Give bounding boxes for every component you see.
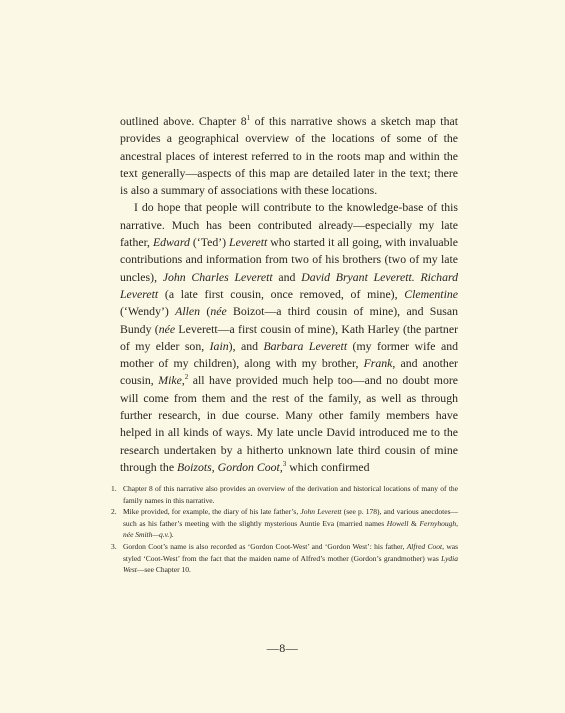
person-name: Gordon Coot [217, 459, 280, 474]
text-run: Leverett—a first cousin of mine), Kath Harley (the partner of my elder son, [120, 321, 458, 353]
person-name: Allen [175, 304, 201, 319]
text-run: (‘Wendy’) [120, 304, 176, 319]
footnote-text: & [408, 518, 420, 528]
footnote-1 [111, 483, 458, 506]
person-name: Edward [152, 235, 190, 250]
footnote-text: Mike provided, for example, the diary of his late father’s, [123, 507, 301, 517]
text-run: (‘Ted’) [189, 235, 230, 250]
text-run: ( [200, 304, 211, 319]
text-run: , [279, 459, 283, 474]
text-run: and [272, 269, 302, 284]
footnote-2 [111, 506, 458, 541]
person-name: Iain [209, 338, 229, 353]
person-name: Mike [158, 373, 182, 388]
text-run: of this narrative shows a sketch map that provides a geographical overview of the locations of some of the ancestral places of interest referred to in the roots map and within the text generally—aspects of this map are detailed later in the text; there is also a summary of associations with these locations. [120, 114, 458, 198]
footnote-ref-1: 1 [246, 114, 251, 123]
text-run: all have provided much help too—and no doubt more will come from them and the rest of the family, as well as through further research, in due course. Many other family members have helped in all kinds of ways. My late uncle David introduced me to the research undertaken by a hitherto unknown late third cousin of mine through the [120, 373, 459, 474]
text-run: which confirmed [286, 459, 370, 474]
footnote-italic: Fernyhough, née Smith—q.v. [123, 518, 458, 540]
body-text [120, 113, 458, 476]
text-run: ), and [228, 338, 264, 353]
footnote-text: Gordon Coot’s name is also recorded as ‘Gordon Coot-West’ and ‘Gordon West’: his father, [123, 541, 407, 551]
footnote-text: ). [169, 530, 174, 540]
person-name: Boizots [177, 459, 212, 474]
paragraph-1 [120, 113, 458, 199]
text-run: I do hope that people will contribute to the knowledge-base of this narrative. Much has been contributed already—especially my late father, [120, 200, 458, 250]
text-run: outlined above. Chapter 8 [120, 114, 247, 128]
footnote-number: 3. [111, 541, 117, 551]
footnote-italic: Lydia West [123, 553, 458, 575]
footnote-text: (see p. 178), and various anecdotes—such as his father’s meeting with the slightly mysterious Auntie Eva (married names [123, 507, 458, 528]
person-name: Barbara Leverett [263, 338, 348, 353]
person-name: John Charles Leverett [162, 269, 273, 284]
text-run: , [211, 459, 218, 474]
footnote-text: Chapter 8 of this narrative also provides an overview of the derivation and historical locations of many of the family names in this narrative. [123, 484, 458, 505]
paragraph-2 [120, 199, 458, 476]
person-name: Clementine [404, 286, 458, 301]
text-run: (a late first cousin, once removed, of mine), [158, 286, 405, 301]
text-run: , [181, 373, 185, 388]
text-run: , and another cousin, [120, 356, 458, 388]
footnote-text: , was styled ‘Coot-West’ from the fact that the maiden name of Alfred’s mother (Gordon’s grandmother) was [123, 541, 458, 563]
footnote-3 [111, 541, 458, 576]
person-name: Frank [363, 356, 393, 371]
italic-term: née [210, 304, 227, 319]
footnotes [111, 483, 458, 576]
footnote-ref-2: 2 [184, 373, 189, 382]
text-run: Boizot—a third cousin of mine), and Susan Bundy ( [120, 304, 458, 336]
page-number: —8— [266, 641, 299, 655]
footnote-italic: John Leverett [300, 507, 342, 517]
footnote-number: 1. [111, 484, 117, 493]
text-run: who started it all going, with invaluable contributions and information from two of his brothers (two of my late uncles), [120, 235, 459, 284]
text-run: (my former wife and mother of my children), along with my brother, [120, 338, 458, 371]
footnote-number: 2. [111, 507, 117, 517]
italic-term: née [158, 321, 176, 336]
footnote-text: —see Chapter 10. [136, 565, 191, 575]
footnote-ref-3: 3 [282, 460, 287, 469]
footnote-italic: Alfred Coot [406, 541, 443, 551]
person-name: Leverett [229, 235, 268, 250]
footnote-italic: Howell [386, 518, 409, 528]
person-name: David Bryant Leverett. Richard Leverett [120, 269, 459, 301]
